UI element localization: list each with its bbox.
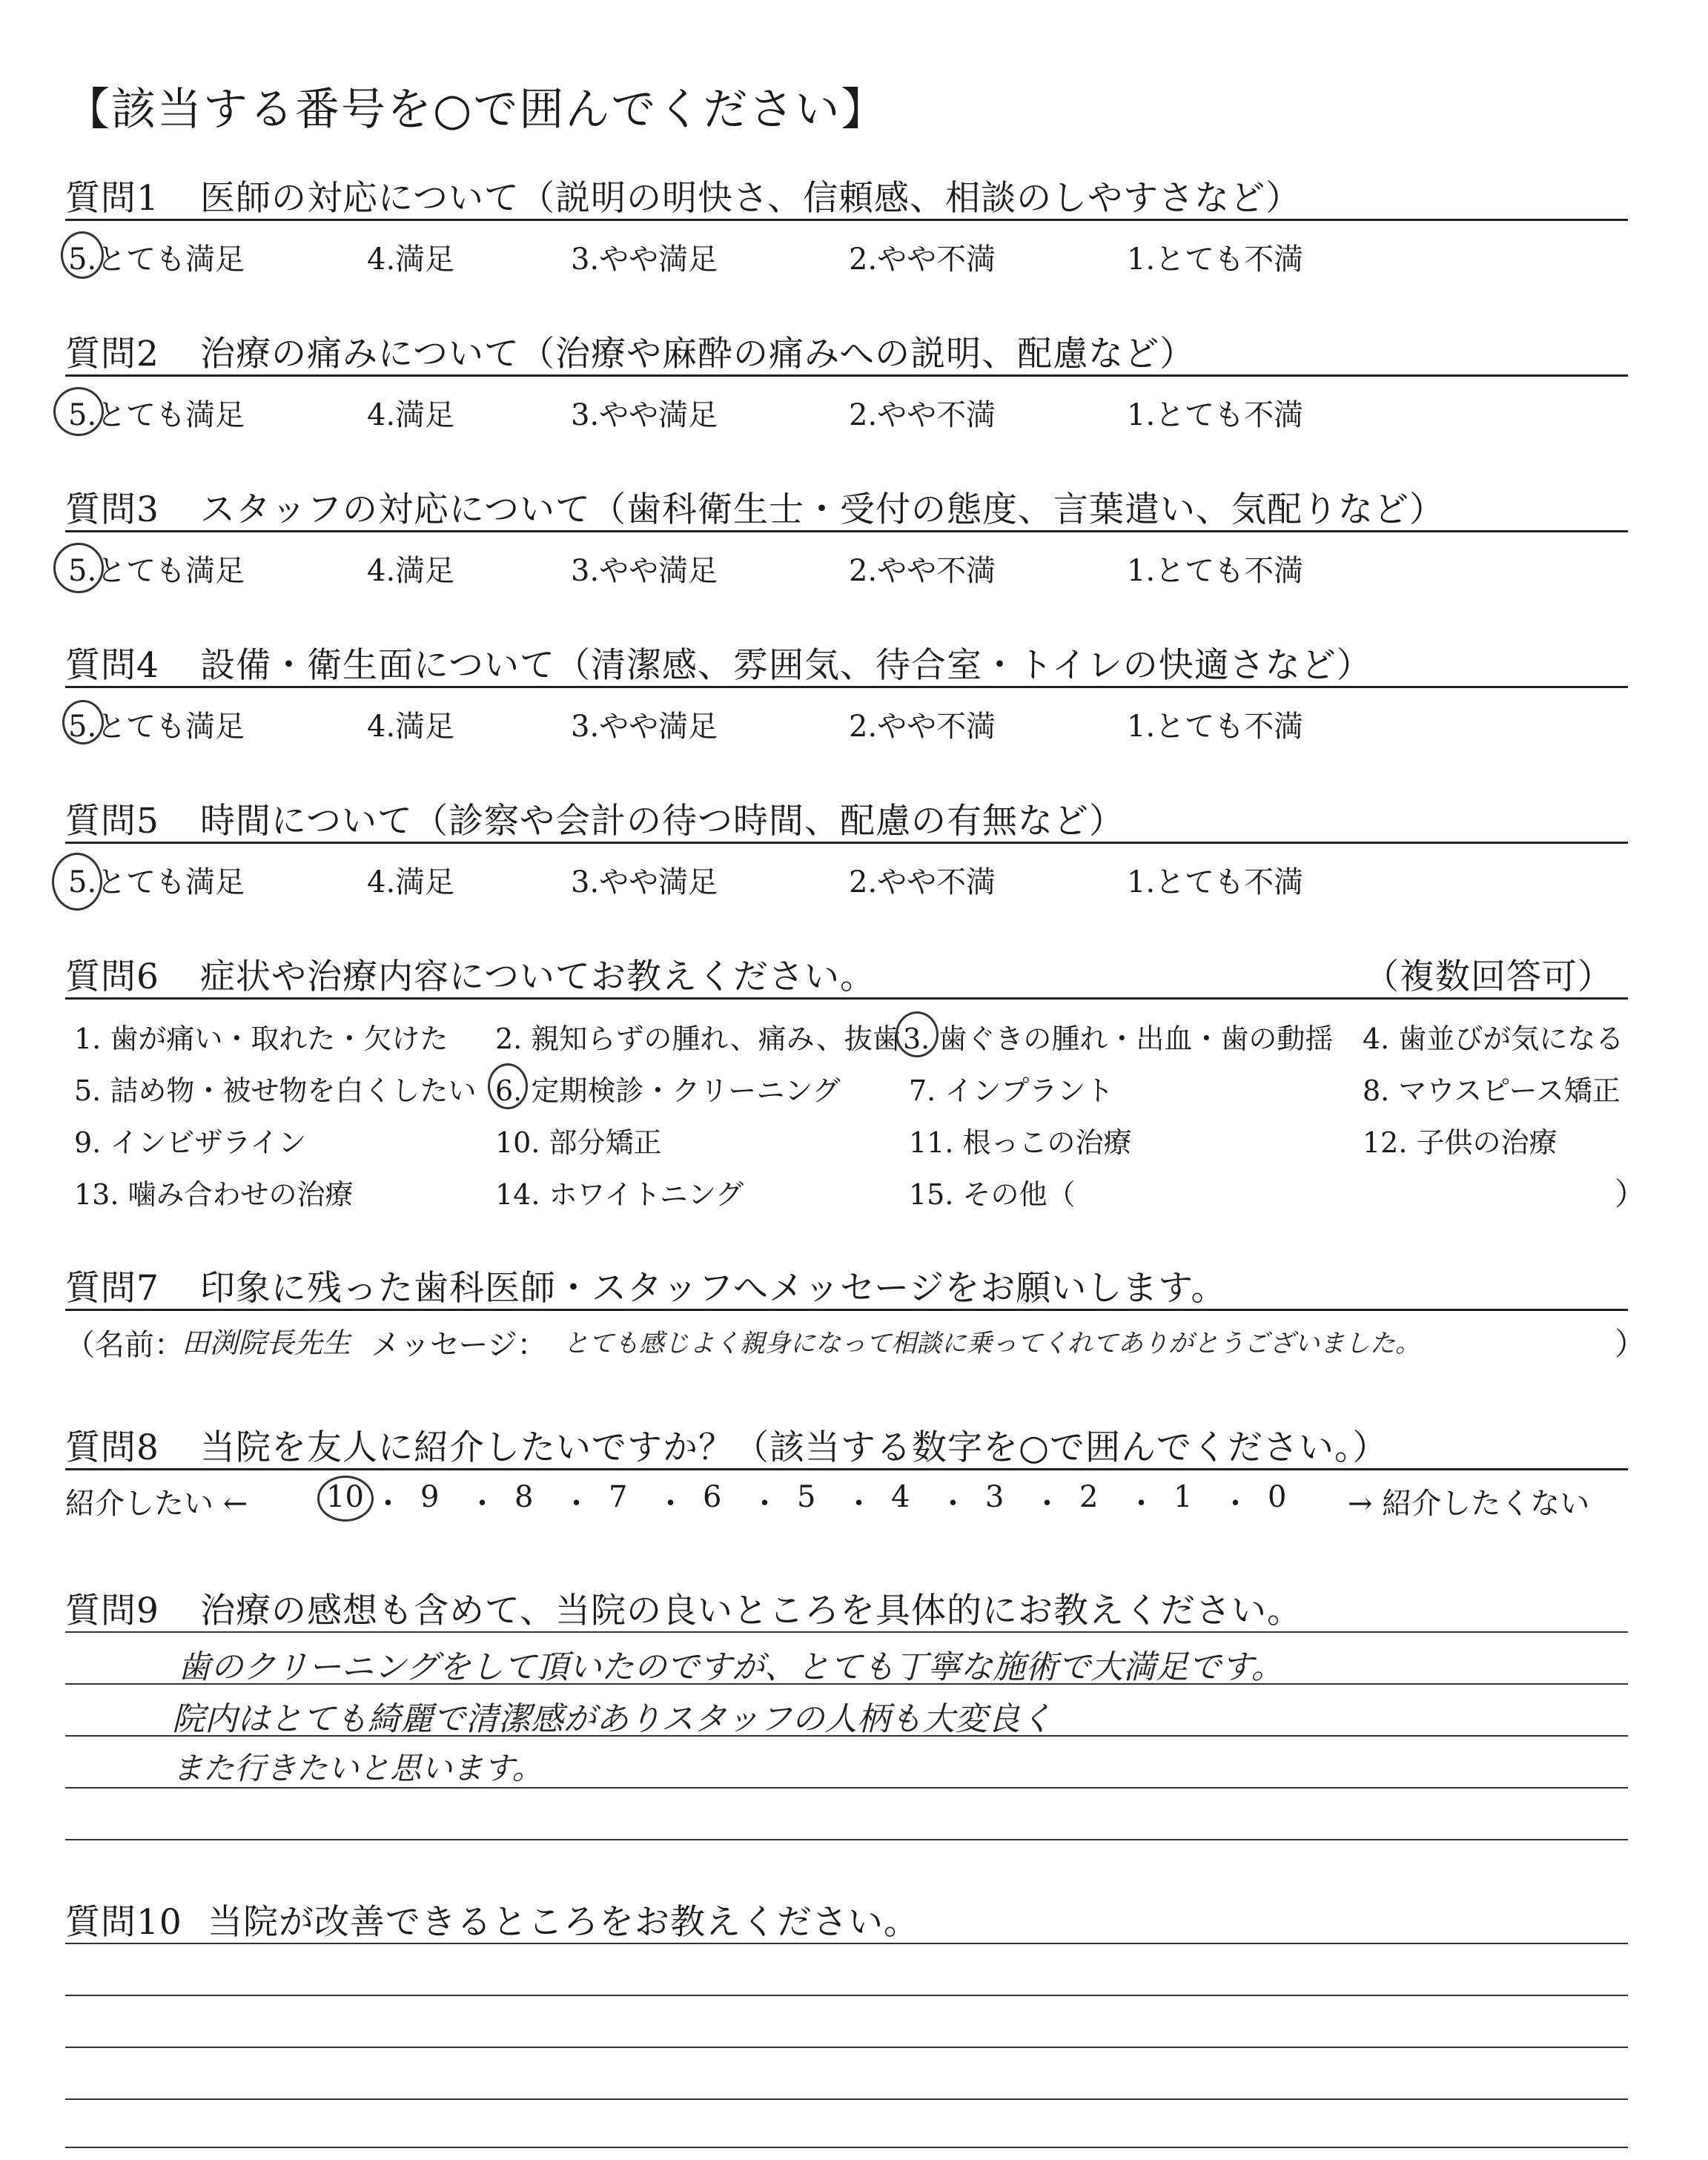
- answer-line[interactable]: [65, 2098, 1628, 2100]
- multiple-answer-note: （複数回答可）: [1364, 957, 1613, 997]
- rating-option-1[interactable]: 1.とても不満: [1127, 398, 1304, 432]
- answer-line[interactable]: [65, 1943, 1628, 1944]
- question-title: 設備・衛生面について（清潔感、雰囲気、待合室・トイレの快適さなど）: [200, 645, 1372, 686]
- rating-option-4[interactable]: 4.満足: [367, 242, 455, 277]
- question-title: 時間について（診察や会計の待つ時間、配慮の有無など）: [200, 801, 1125, 842]
- symptom-option-10[interactable]: 10. 部分矯正: [495, 1126, 662, 1159]
- scale-separator: ・: [655, 1487, 686, 1521]
- symptom-option-14[interactable]: 14. ホワイトニング: [495, 1178, 744, 1211]
- scale-value-9[interactable]: 9: [420, 1480, 440, 1514]
- question-label: 質問4: [65, 645, 159, 686]
- name-value[interactable]: 田渕院長先生: [182, 1327, 351, 1359]
- selection-circle: [61, 231, 104, 279]
- question-title: 印象に残った歯科医師・スタッフへメッセージをお願いします。: [200, 1268, 1227, 1309]
- message-label: メッセージ：: [371, 1328, 547, 1362]
- question-label: 質問10: [65, 1902, 182, 1943]
- recommend-right-label: → 紹介したくない: [1348, 1487, 1590, 1521]
- question-title: 症状や治療内容についてお教えください。: [200, 957, 876, 997]
- scale-value-4[interactable]: 4: [891, 1480, 910, 1514]
- scale-value-5[interactable]: 5: [797, 1480, 816, 1514]
- scale-separator: ・: [1126, 1487, 1156, 1521]
- answer-line[interactable]: [65, 2047, 1628, 2048]
- question-title: 当院が改善できるところをお教えください。: [208, 1902, 919, 1943]
- question-title: スタッフの対応について（歯科衛生士・受付の態度、言葉遣い、気配りなど）: [200, 489, 1446, 530]
- question-title: 治療の感想も含めて、当院の良いところを具体的にお教えください。: [200, 1591, 1303, 1631]
- recommend-left-label: 紹介したい ←: [65, 1487, 248, 1521]
- question-title: 治療の痛みについて（治療や麻酔の痛みへの説明、配慮など）: [200, 334, 1196, 374]
- rating-option-5[interactable]: 5.とても満足: [68, 554, 245, 588]
- symptom-option-8[interactable]: 8. マウスピース矯正: [1363, 1074, 1621, 1107]
- symptom-option-15[interactable]: 15. その他（: [909, 1178, 1076, 1211]
- question-label: 質問2: [65, 334, 159, 374]
- message-value[interactable]: とても感じよく親身になって相談に乗ってくれてありがとうございました。: [563, 1329, 1420, 1358]
- scale-separator: ・: [561, 1487, 592, 1521]
- rating-option-5[interactable]: 5.とても満足: [68, 242, 245, 277]
- rating-option-3[interactable]: 3.やや満足: [571, 398, 718, 432]
- question-label: 質問9: [65, 1591, 159, 1631]
- rating-option-3[interactable]: 3.やや満足: [571, 865, 718, 899]
- scale-value-0[interactable]: 0: [1268, 1480, 1287, 1514]
- rating-option-3[interactable]: 3.やや満足: [571, 242, 718, 277]
- scale-value-2[interactable]: 2: [1079, 1480, 1099, 1514]
- selection-circle: [62, 700, 104, 744]
- scale-value-1[interactable]: 1: [1174, 1480, 1193, 1514]
- rating-option-4[interactable]: 4.満足: [367, 554, 455, 588]
- rating-option-4[interactable]: 4.満足: [367, 865, 455, 899]
- page-title: 【該当する番号を○で囲んでください】: [65, 84, 887, 136]
- rating-option-2[interactable]: 2.やや不満: [849, 710, 996, 744]
- scale-value-3[interactable]: 3: [985, 1480, 1004, 1514]
- symptom-option-2[interactable]: 2. 親知らずの腫れ、痛み、抜歯: [495, 1023, 901, 1055]
- rating-option-5[interactable]: 5.とても満足: [68, 398, 245, 432]
- scale-separator: ・: [938, 1487, 968, 1521]
- rating-option-2[interactable]: 2.やや不満: [849, 865, 996, 899]
- scale-separator: ・: [844, 1487, 874, 1521]
- selection-circle: [52, 853, 102, 911]
- answer-line-1[interactable]: 歯のクリーニングをして頂いたのですが、とても丁寧な施術で大満足です。: [178, 1648, 1284, 1686]
- rating-option-1[interactable]: 1.とても不満: [1127, 554, 1304, 588]
- question-title: 当院を友人に紹介したいですか？（該当する数字を○で囲んでください。）: [200, 1427, 1388, 1468]
- selection-circle: [896, 1011, 939, 1057]
- question-label: 質問1: [65, 178, 159, 219]
- rating-option-2[interactable]: 2.やや不満: [849, 242, 996, 277]
- selection-circle: [317, 1476, 374, 1522]
- symptom-option-13[interactable]: 13. 噛み合わせの治療: [74, 1178, 354, 1211]
- selection-circle: [488, 1063, 528, 1109]
- other-close-paren: ）: [1615, 1176, 1646, 1212]
- name-label: （名前：: [65, 1328, 184, 1362]
- scale-separator: ・: [1032, 1487, 1062, 1521]
- question-label: 質問5: [65, 801, 159, 842]
- question-label: 質問7: [65, 1268, 159, 1309]
- scale-separator: ・: [467, 1487, 497, 1521]
- scale-value-10[interactable]: 10: [326, 1480, 364, 1514]
- rating-option-1[interactable]: 1.とても不満: [1127, 242, 1304, 277]
- question-label: 質問3: [65, 489, 159, 530]
- answer-line-2[interactable]: 院内はとても綺麗で清潔感がありスタッフの人柄も大変良く: [172, 1700, 1053, 1738]
- scale-value-8[interactable]: 8: [514, 1480, 534, 1514]
- rating-option-4[interactable]: 4.満足: [367, 398, 455, 432]
- rating-option-3[interactable]: 3.やや満足: [571, 710, 718, 744]
- scale-value-6[interactable]: 6: [703, 1480, 722, 1514]
- symptom-option-6[interactable]: 6. 定期検診・クリーニング: [495, 1074, 841, 1107]
- scale-separator: ・: [749, 1487, 780, 1521]
- answer-line[interactable]: [65, 1995, 1628, 1996]
- symptom-option-4[interactable]: 4. 歯並びが気になる: [1363, 1023, 1624, 1055]
- rating-option-4[interactable]: 4.満足: [367, 710, 455, 744]
- symptom-option-7[interactable]: 7. インプラント: [909, 1074, 1114, 1107]
- selection-circle: [53, 543, 104, 593]
- question-title: 医師の対応について（説明の明快さ、信頼感、相談のしやすさなど）: [200, 178, 1302, 219]
- scale-separator: ・: [1220, 1487, 1251, 1521]
- scale-separator: ・: [373, 1487, 403, 1521]
- symptom-option-11[interactable]: 11. 根っこの治療: [909, 1126, 1132, 1159]
- rating-option-3[interactable]: 3.やや満足: [571, 554, 718, 588]
- rating-option-5[interactable]: 5.とても満足: [68, 865, 245, 899]
- symptom-option-9[interactable]: 9. インビザライン: [74, 1126, 307, 1159]
- symptom-option-5[interactable]: 5. 詰め物・被せ物を白くしたい: [74, 1074, 477, 1107]
- answer-line[interactable]: [65, 2147, 1628, 2148]
- selection-circle: [53, 387, 104, 436]
- answer-line-3[interactable]: また行きたいと思います。: [172, 1750, 543, 1786]
- rating-option-1[interactable]: 1.とても不満: [1127, 865, 1304, 899]
- message-close-paren: ）: [1615, 1326, 1646, 1362]
- rating-option-2[interactable]: 2.やや不満: [849, 554, 996, 588]
- symptom-option-3[interactable]: 3. 歯ぐきの腫れ・出血・歯の動揺: [903, 1023, 1334, 1055]
- scale-value-7[interactable]: 7: [609, 1480, 628, 1514]
- rating-option-5[interactable]: 5.とても満足: [68, 710, 245, 744]
- question-label: 質問6: [65, 957, 159, 997]
- question-label: 質問8: [65, 1427, 159, 1468]
- rating-option-1[interactable]: 1.とても不満: [1127, 710, 1304, 744]
- rating-option-2[interactable]: 2.やや不満: [849, 398, 996, 432]
- symptom-option-12[interactable]: 12. 子供の治療: [1363, 1126, 1558, 1159]
- symptom-option-1[interactable]: 1. 歯が痛い・取れた・欠けた: [74, 1023, 448, 1055]
